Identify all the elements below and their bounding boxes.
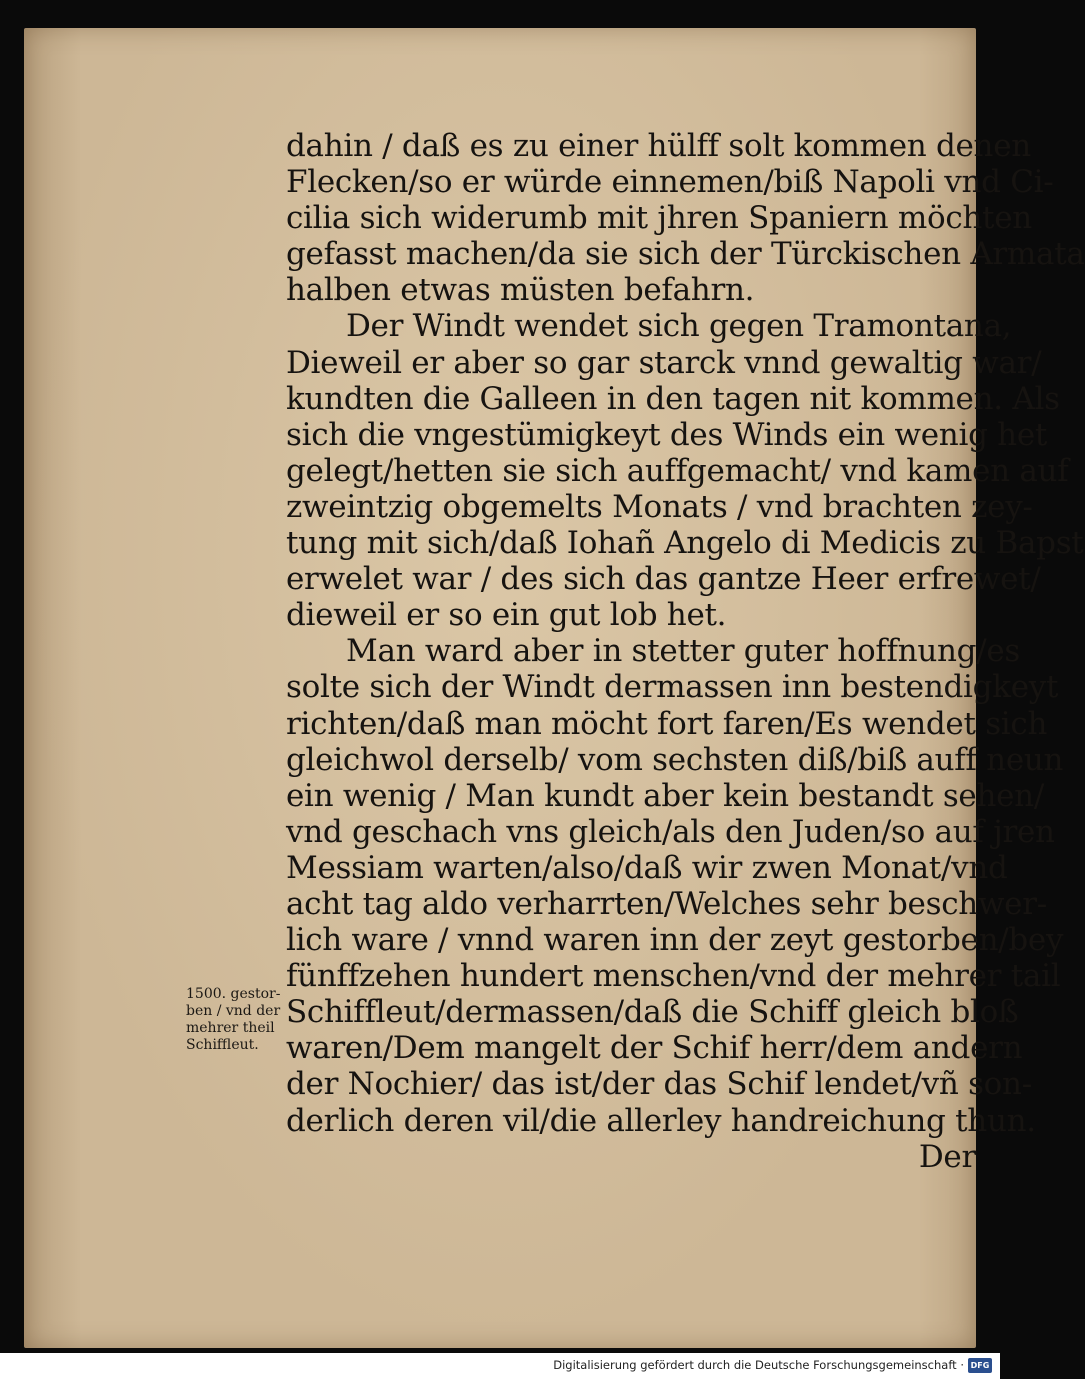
marginal-note <box>186 986 316 1054</box>
text-line: acht tag aldo verharrten/Welches sehr beschwer- <box>286 885 1047 922</box>
text-line: erwelet war / des sich das gantze Heer erfrewet/ <box>286 561 1041 598</box>
text-line: kundten die Galleen in den tagen nit kommen. Als <box>286 380 1060 417</box>
text-line: derlich deren vil/die allerley handreichung thun. <box>286 1102 1036 1139</box>
text-line: lich ware / vnnd waren inn der zeyt gestorben/bey <box>286 922 1064 959</box>
text-line: sich die vngestümigkeyt des Winds ein wenig het <box>286 416 1048 453</box>
text-line: Messiam warten/also/daß wir zwen Monat/vnd <box>286 849 1008 886</box>
text-line: solte sich der Windt dermassen inn bestendigkeyt <box>286 669 1059 706</box>
text-line: gleichwol derselb/ vom sechsten diß/biß auff neun <box>286 741 1064 778</box>
text-line: tung mit sich/daß Iohañ Angelo di Medicis zu Bapst <box>286 525 1084 562</box>
text-line: waren/Dem mangelt der Schif herr/dem andern <box>286 1030 1023 1067</box>
marginal-note-line: Schiffleut. <box>186 1037 259 1053</box>
marginal-note-line: 1500. gestor- <box>186 986 281 1002</box>
footer-bar <box>0 1353 1000 1379</box>
text-line: Schiffleut/dermassen/daß die Schiff gleich bloß <box>286 994 1019 1031</box>
text-line: zweintzig obgemelts Monats / vnd brachten zey- <box>286 488 1033 525</box>
footer-credit: Digitalisierung gefördert durch die Deutsche Forschungsgemeinschaft · <box>553 1358 964 1372</box>
text-line: der Nochier/ das ist/der das Schif lendet/vñ son- <box>286 1066 1032 1103</box>
text-line: vnd geschach vns gleich/als den Juden/so auf jren <box>286 813 1055 850</box>
marginal-note-line: ben / vnd der <box>186 1003 281 1019</box>
body-text <box>286 128 1085 1175</box>
text-line: Man ward aber in stetter guter hoffnung/es <box>346 633 1021 670</box>
text-line: Der Windt wendet sich gegen Tramontana, <box>346 308 1012 345</box>
text-line: cilia sich widerumb mit jhren Spaniern möchten <box>286 200 1032 237</box>
marginal-note-line: mehrer theil <box>186 1020 275 1036</box>
text-line: gefasst machen/da sie sich der Türckischen Armata <box>286 236 1085 273</box>
text-line: richten/daß man möcht fort faren/Es wendet sich <box>286 705 1048 742</box>
text-line: ein wenig / Man kundt aber kein bestandt sehen/ <box>286 777 1044 814</box>
text-line: dahin / daß es zu einer hülff solt kommen denen <box>286 128 1031 164</box>
catchword: Der <box>918 1138 976 1175</box>
text-line: Flecken/so er würde einnemen/biß Napoli vnd Ci- <box>286 164 1054 201</box>
text-line: gelegt/hetten sie sich auffgemacht/ vnd kamen auf <box>286 452 1069 489</box>
text-line: fünffzehen hundert menschen/vnd der mehrer tail <box>286 958 1061 995</box>
dfg-logo-icon: DFG <box>968 1358 992 1373</box>
text-line: Dieweil er aber so gar starck vnnd gewaltig war/ <box>286 344 1042 381</box>
book-page <box>24 28 1085 1348</box>
text-line: dieweil er so ein gut lob het. <box>286 597 727 634</box>
text-line: halben etwas müsten befahrn. <box>286 272 755 309</box>
